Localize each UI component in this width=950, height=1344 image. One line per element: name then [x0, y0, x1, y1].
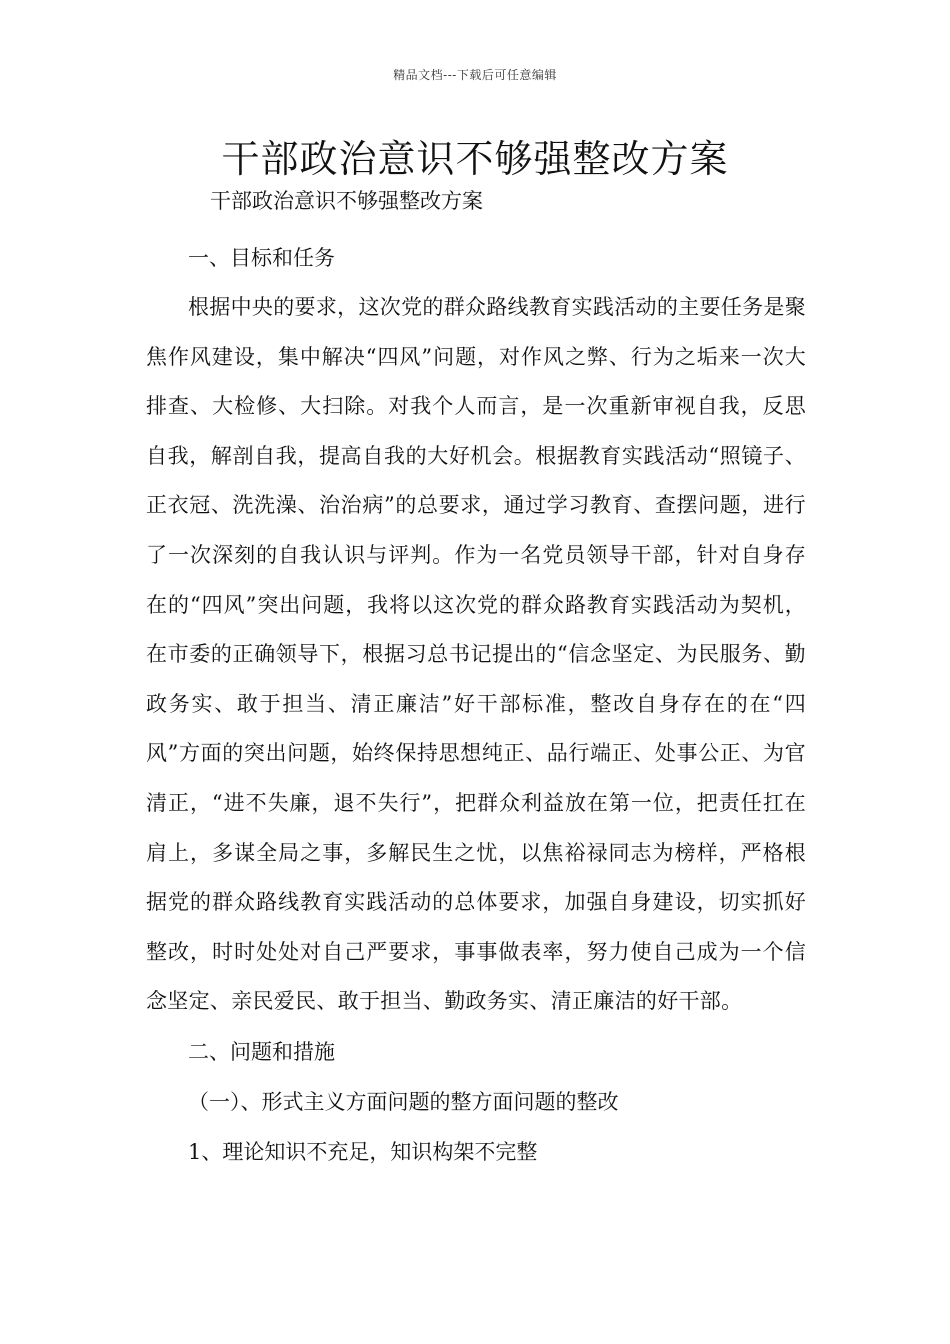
- item-heading-theory: 1、理论知识不充足，知识构架不完整: [188, 1139, 538, 1164]
- section-heading-goals: 一、目标和任务: [188, 246, 335, 270]
- document-body: [146, 183, 806, 1177]
- subsection-heading-formalism: （一）、形式主义方面问题的整方面问题的整改: [188, 1089, 619, 1114]
- document-subtitle: 干部政治意识不够强整改方案: [210, 189, 483, 213]
- header-note: 精品文档---下载后可任意编辑: [393, 68, 557, 82]
- section-paragraph-goals: 根据中央的要求，这次党的群众路线教育实践活动的主要任务是聚焦作风建设，集中解决“四风”问题，对作风之弊、行为之垢来一次大排查、大检修、大扫除。对我个人而言，是一次重新审视自我，反思自我，解剖自我，提高自我的大好机会。根据教育实践活动“照镜子、正衣冠、洗洗澡、治治病”的总要求，通过学习教育、查摆问题，进行了一次深刻的自我认识与评判。作为一名党员领导干部，针对自身存在的“四风”突出问题，我将以这次党的群众路教育实践活动为契机，在市委的正确领导下，根据习总书记提出的“信念坚定、为民服务、勤政务实、敢于担当、清正廉洁”好干部标准，整改自身存在的在“四风”方面的突出问题，始终保持思想纯正、品行端正、处事公正、为官清正，“进不失廉，退不失行”，把群众利益放在第一位，把责任扛在肩上，多谋全局之事，多解民生之忧，以焦裕禄同志为榜样，严格根据党的群众路线教育实践活动的总体要求，加强自身建设，切实抓好整改，时时处处对自己严要求，事事做表率，努力使自己成为一个信念坚定、亲民爱民、敢于担当、勤政务实、清正廉洁的好干部。: [146, 295, 806, 1014]
- document-title: 干部政治意识不够强整改方案: [221, 137, 729, 181]
- section-heading-problems: 二、问题和措施: [188, 1039, 335, 1064]
